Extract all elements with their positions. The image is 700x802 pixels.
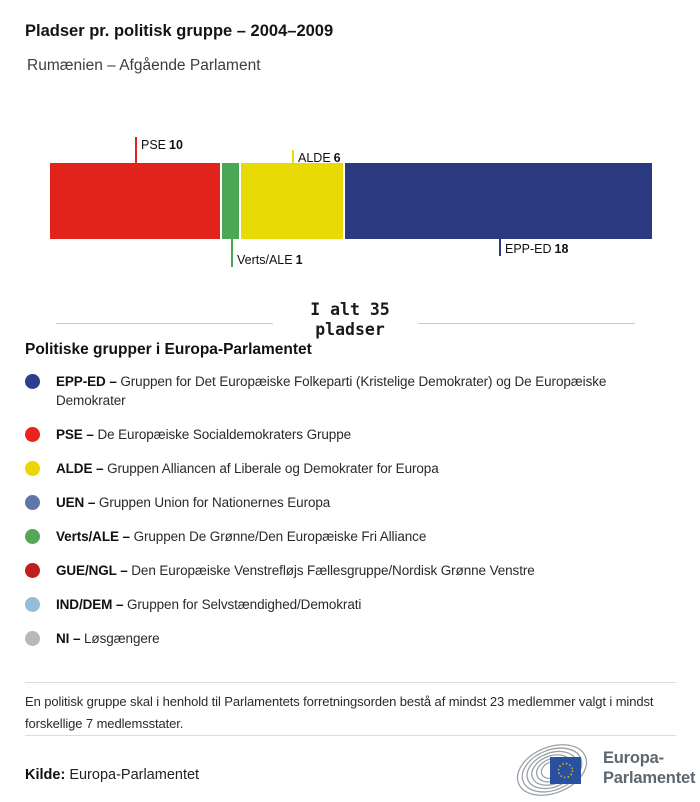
- bar-segment-alde: [241, 163, 343, 239]
- legend-heading: Politiske grupper i Europa-Parlamentet: [25, 341, 312, 358]
- legend-dot: [25, 597, 40, 612]
- total-seats-line2: pladser: [315, 320, 385, 339]
- hemicycle-flag-icon: [514, 742, 594, 798]
- logo-wordmark: Europa- Parlamentet: [603, 749, 696, 787]
- legend-text: PSE – De Europæiske Socialdemokraters Gruppe: [56, 427, 352, 442]
- callout-label-alde: ALDE 6: [298, 151, 341, 165]
- callout-tick-epp-ed: [499, 239, 501, 256]
- legend-item-ni: [25, 629, 675, 648]
- legend-item-verts-ale: [25, 527, 675, 546]
- legend-text: GUE/NGL – Den Europæiske Venstrefløjs Fællesgruppe/Nordisk Grønne Venstre: [56, 563, 535, 578]
- callout-label-verts-ale: Verts/ALE 1: [237, 253, 303, 267]
- legend-dot: [25, 631, 40, 646]
- legend-item-epp-ed: [25, 372, 675, 410]
- divider-line-right: [418, 323, 635, 324]
- source-label: Kilde:: [25, 767, 66, 783]
- legend-text: IND/DEM – Gruppen for Selvstændighed/Demokrati: [56, 597, 362, 612]
- legend-item-alde: [25, 459, 675, 478]
- legend-text: NI – Løsgængere: [56, 631, 160, 646]
- legend-dot: [25, 374, 40, 389]
- legend-text: ALDE – Gruppen Alliancen af Liberale og Demokrater for Europa: [56, 461, 439, 476]
- callout-label-epp-ed: EPP-ED 18: [505, 242, 569, 256]
- page-title: Pladser pr. politisk gruppe – 2004–2009: [25, 22, 334, 40]
- page-subtitle: Rumænien – Afgående Parlament: [27, 57, 261, 74]
- callout-label-pse: PSE 10: [141, 138, 183, 152]
- legend-text: UEN – Gruppen Union for Nationernes Europa: [56, 495, 331, 510]
- source-line: [25, 767, 199, 783]
- footnote-divider-top: [25, 682, 676, 683]
- callout-tick-verts-ale: [231, 239, 233, 267]
- legend-dot: [25, 529, 40, 544]
- legend-item-uen: [25, 493, 675, 512]
- legend-item-pse: [25, 425, 675, 444]
- total-seats-line1: I alt 35: [310, 300, 390, 319]
- footnote-text: En politisk gruppe skal i henhold til Parlamentets forretningsorden bestå af mindst 23 medlemmer valgt i mindst forskellige 7 medlemsstater.: [25, 694, 654, 731]
- callout-tick-pse: [135, 137, 137, 163]
- legend-dot: [25, 461, 40, 476]
- eu-flag: [550, 757, 581, 784]
- footnote-divider-bottom: [25, 735, 676, 736]
- bar-segment-epp-ed: [345, 163, 652, 239]
- divider-line-left: [56, 323, 273, 324]
- legend-text: Verts/ALE – Gruppen De Grønne/Den Europæiske Fri Alliance: [56, 529, 427, 544]
- legend-text: EPP-ED – Gruppen for Det Europæiske Folkeparti (Kristelige Demokrater) og De Europæiske Demokrater: [56, 374, 607, 408]
- callout-tick-alde: [292, 150, 294, 163]
- legend-item-gue-ngl: [25, 561, 675, 580]
- legend-dot: [25, 495, 40, 510]
- source-value: Europa-Parlamentet: [69, 767, 200, 783]
- legend-dot: [25, 563, 40, 578]
- total-seats-label: [0, 300, 700, 340]
- legend-item-ind-dem: [25, 595, 675, 614]
- bar-segment-verts-ale: [222, 163, 239, 239]
- legend-list: [25, 372, 675, 663]
- legend-dot: [25, 427, 40, 442]
- european-parliament-logo: [514, 742, 695, 798]
- bar-segment-pse: [50, 163, 220, 239]
